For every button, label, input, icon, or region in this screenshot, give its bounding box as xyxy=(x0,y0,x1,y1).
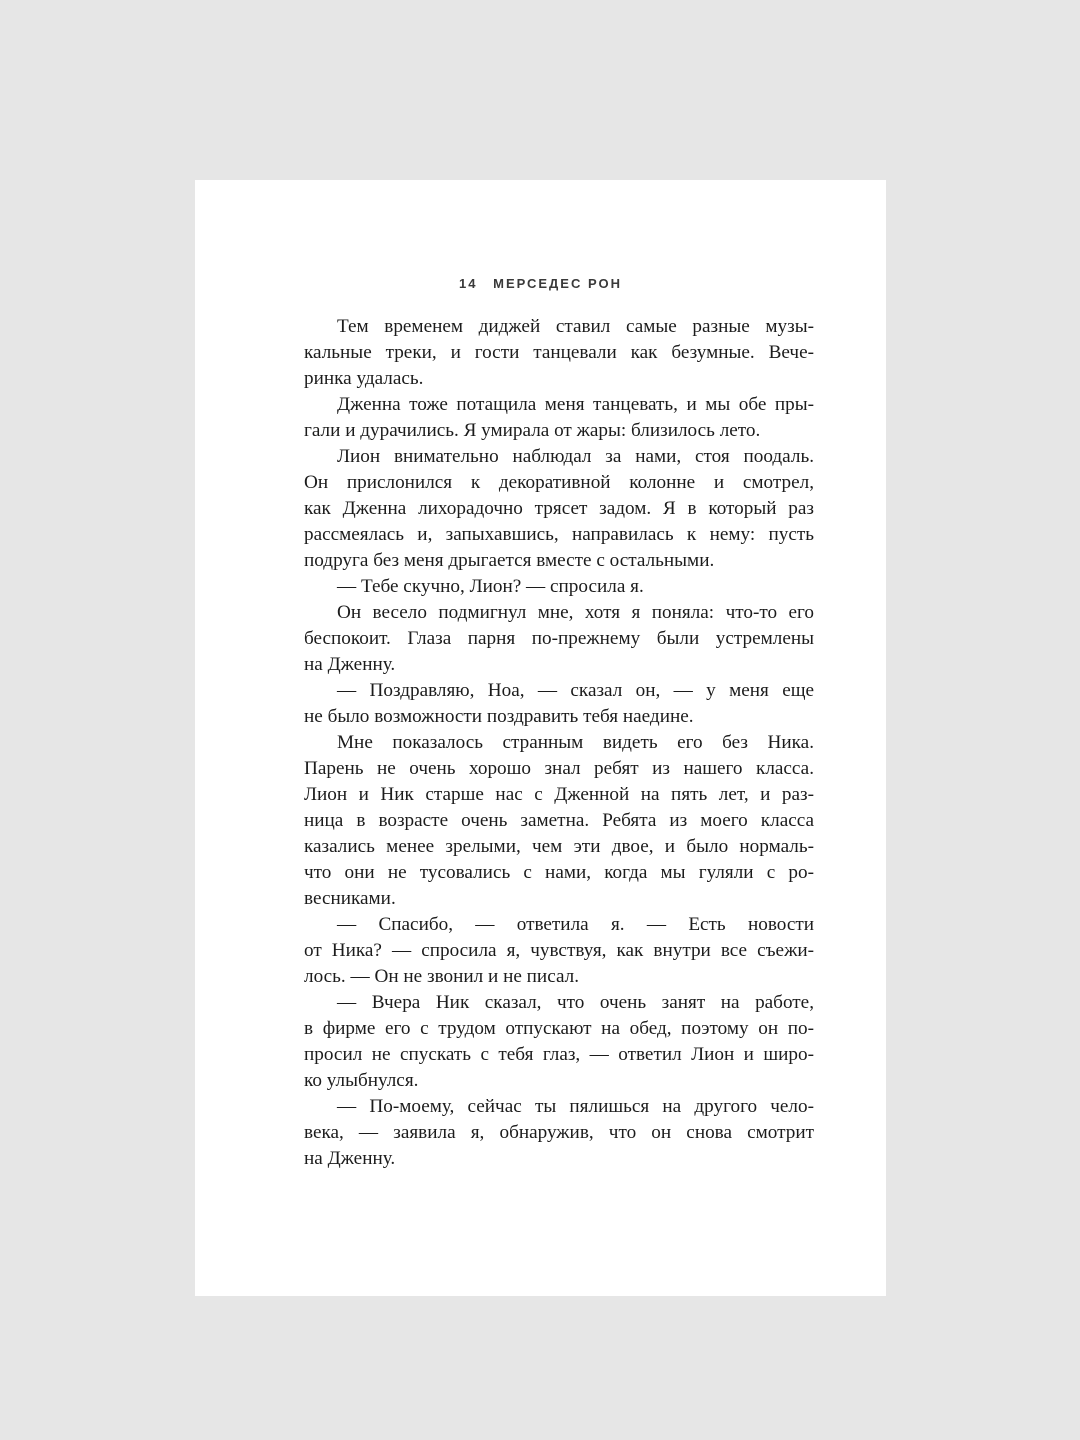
paragraph xyxy=(304,730,814,912)
text-line: просил не спускать с тебя глаз, — ответил Лион и широ- xyxy=(304,1044,814,1065)
text-line: ко улыбнулся. xyxy=(304,1070,419,1091)
text-line: что они не тусовались с нами, когда мы гуляли с ро- xyxy=(304,862,814,883)
text-line: не было возможности поздравить тебя наедине. xyxy=(304,706,694,727)
text-line: беспокоит. Глаза парня по-прежнему были устремлены xyxy=(304,628,814,649)
text-line: Лион внимательно наблюдал за нами, стоя поодаль. xyxy=(337,446,814,467)
paragraph xyxy=(304,314,814,392)
text-line: на Дженну. xyxy=(304,654,396,675)
text-line: Тем временем диджей ставил самые разные музы- xyxy=(337,316,814,337)
paragraph xyxy=(304,392,814,444)
text-line: от Ника? — спросила я, чувствуя, как внутри все съежи- xyxy=(304,940,814,961)
text-line: века, — заявила я, обнаружив, что он снова смотрит xyxy=(304,1122,814,1143)
text-line: подруга без меня дрыгается вместе с остальными. xyxy=(304,550,715,571)
text-line: гали и дурачились. Я умирала от жары: близилось лето. xyxy=(304,420,761,441)
paragraph xyxy=(304,574,814,600)
text-line: — По-моему, сейчас ты пялишься на другого чело- xyxy=(337,1096,814,1117)
paragraph xyxy=(304,990,814,1094)
text-line: на Дженну. xyxy=(304,1148,396,1169)
text-line: ринка удалась. xyxy=(304,368,424,389)
paragraph xyxy=(304,912,814,990)
text-line: Он прислонился к декоративной колонне и смотрел, xyxy=(304,472,814,493)
text-line: Он весело подмигнул мне, хотя я поняла: что-то его xyxy=(337,602,814,623)
paragraph xyxy=(304,444,814,574)
text-line: весниками. xyxy=(304,888,396,909)
text-line: лось. — Он не звонил и не писал. xyxy=(304,966,579,987)
text-line: — Поздравляю, Ноа, — сказал он, — у меня еще xyxy=(337,680,814,701)
text-line: Лион и Ник старше нас с Дженной на пять лет, и раз- xyxy=(304,784,814,805)
running-head xyxy=(195,276,886,291)
text-line: Мне показалось странным видеть его без Ника. xyxy=(337,732,814,753)
text-line: Парень не очень хорошо знал ребят из нашего класса. xyxy=(304,758,814,779)
text-line: — Вчера Ник сказал, что очень занят на работе, xyxy=(337,992,814,1013)
body-text xyxy=(304,314,814,1172)
text-line: ница в возрасте очень заметна. Ребята из моего класса xyxy=(304,810,814,831)
text-line: — Тебе скучно, Лион? — спросила я. xyxy=(337,576,644,597)
text-line: Дженна тоже потащила меня танцевать, и мы обе пры- xyxy=(337,394,814,415)
text-line: кальные треки, и гости танцевали как безумные. Вече- xyxy=(304,342,814,363)
text-line: рассмеялась и, запыхавшись, направилась к нему: пусть xyxy=(304,524,814,545)
paragraph xyxy=(304,678,814,730)
text-line: в фирме его с трудом отпускают на обед, поэтому он по- xyxy=(304,1018,814,1039)
paragraph xyxy=(304,1094,814,1172)
paragraph xyxy=(304,600,814,678)
text-line: казались менее зрелыми, чем эти двое, и было нормаль- xyxy=(304,836,814,857)
page-number: 14 xyxy=(459,276,478,291)
author-name: МЕРСЕДЕС РОН xyxy=(493,276,622,291)
text-line: — Спасибо, — ответила я. — Есть новости xyxy=(337,914,814,935)
text-line: как Дженна лихорадочно трясет задом. Я в который раз xyxy=(304,498,814,519)
book-page xyxy=(195,180,886,1296)
